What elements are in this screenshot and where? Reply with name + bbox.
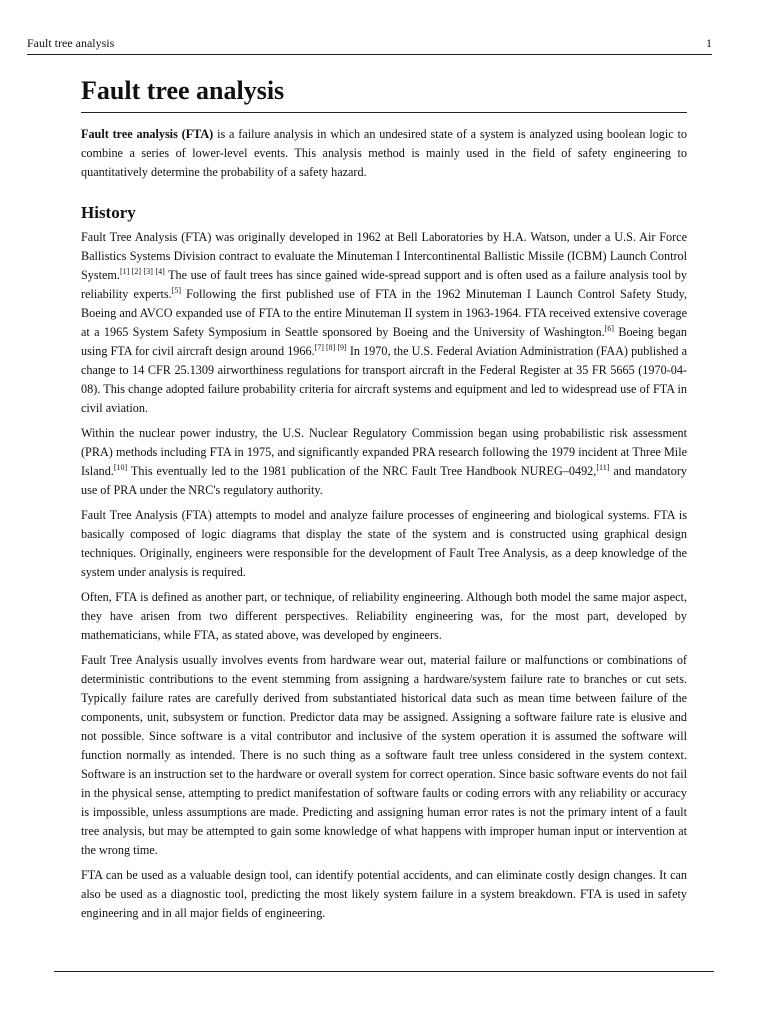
section-heading-history: History: [81, 203, 136, 222]
history-p1-text-5: In 1970, the U.S. Federal Aviation Administration (FAA) published a change to 14 CFR 25.1309 airworthiness regulations for transport aircraft in the Federal Register at 35 FR 5665 (1970-04-08). This change adopted failure probability criteria for aircraft systems and equipment and led to widespread use of FTA in civil aviation.: [81, 344, 687, 415]
history-paragraph-6: FTA can be used as a valuable design tool, can identify potential accidents, and can eliminate costly design changes. It can also be used as a diagnostic tool, predicting the most likely system failure in a system breakdown. FTA is used in safety engineering and in all major fields of engineering.: [81, 868, 687, 920]
history-p2-text-2: This eventually led to the 1981 publication of the NRC Fault Tree Handbook NUREG–0492,: [127, 464, 597, 478]
running-header: [27, 36, 712, 55]
citation-link[interactable]: [1] [2] [3] [4]: [119, 267, 165, 276]
history-paragraph-1: [81, 228, 687, 418]
citation-link[interactable]: [10]: [113, 463, 128, 472]
history-paragraph-4: Often, FTA is defined as another part, or technique, of reliability engineering. Although both model the same major aspect, they have arisen from two different perspectives. Reliability engineering was, for the most part, developed by mathematicians, while FTA, as stated above, was developed by engineers.: [81, 590, 687, 642]
history-paragraph-5: Fault Tree Analysis usually involves events from hardware wear out, material failure or malfunctions or combinations of deterministic contributions to the event stemming from assigning a hardware/system failure rate to branches or cut sets. Typically failure rates are carefully derived from substantiated historical data such as mean time between failure of the components, unit, subsystem or function. Predictor data may be assigned. Assigning a software failure rate is elusive and not possible. Since software is a vital contributor and inclusive of the system operation it is assumed the software will function normally as intended. There is no such thing as a software fault tree unless considered in the system context. Software is an instruction set to the hardware or overall system for correct operation. Since basic software events do not fail in the physical sense, attempting to predict manifestation of software faults or coding errors with any reliability or accuracy is impossible, unless assumptions are made. Predicting and assigning human error rates is not the primary intent of a fault tree analysis, but may be attempted to gain some knowledge of what happens with improper human input or intervention at the wrong time.: [81, 653, 687, 857]
running-header-title: Fault tree analysis: [27, 36, 115, 50]
intro-paragraph: [81, 125, 687, 182]
history-p1-text-1: Fault Tree Analysis (FTA) was originally developed in 1962 at Bell Laboratories by H.A. Watson, under a U.S. Air Force Ballistics Systems Division contract to evaluate the Minuteman I Intercontinental Ballistic Missile (ICBM) Launch Control System.: [81, 230, 687, 282]
history-paragraph-3: Fault Tree Analysis (FTA) attempts to model and analyze failure processes of engineering and biological systems. FTA is basically composed of logic diagrams that display the state of the system and is constructed using graphical design techniques. Originally, engineers were responsible for the development of Fault Tree Analysis, as a deep knowledge of the system under analysis is required.: [81, 508, 687, 579]
history-p2-text-3: and mandatory use of PRA under the NRC's regulatory authority.: [81, 464, 687, 497]
footer-rule: [54, 971, 714, 972]
history-p1-text-4: Boeing began using FTA for civil aircraft design around 1966.: [81, 325, 687, 358]
page-number: 1: [706, 36, 712, 50]
page-title: Fault tree analysis: [81, 74, 687, 113]
intro-text: is a failure analysis in which an undesired state of a system is analyzed using boolean logic to combine a series of lower-level events. This analysis method is mainly used in the field of safety engineering to quantitatively determine the probability of a safety hazard.: [81, 127, 687, 179]
history-p1-text-3: Following the first published use of FTA in the 1962 Minuteman I Launch Control Safety Study, Boeing and AVCO expanded use of FTA to the entire Minuteman II system in 1963-1964. FTA received extensive coverage at a 1965 System Safety Symposium in Seattle sponsored by Boeing and the University of Washington.: [81, 287, 687, 339]
history-p2-text-1: Within the nuclear power industry, the U.S. Nuclear Regulatory Commission began using probabilistic risk assessment (PRA) methods including FTA in 1975, and significantly expanded PRA research following the 1979 incident at Three Mile Island.: [81, 426, 687, 478]
article-body: [81, 74, 687, 929]
citation-link[interactable]: [7] [8] [9]: [314, 343, 347, 352]
history-p1-text-2: The use of fault trees has since gained wide-spread support and is often used as a failure analysis tool by reliability experts.: [81, 268, 687, 301]
intro-bold-term: Fault tree analysis (FTA): [81, 127, 214, 141]
citation-link[interactable]: [6]: [604, 324, 614, 333]
citation-link[interactable]: [5]: [171, 286, 182, 295]
citation-link[interactable]: [11]: [596, 463, 610, 472]
history-paragraph-2: [81, 424, 687, 500]
